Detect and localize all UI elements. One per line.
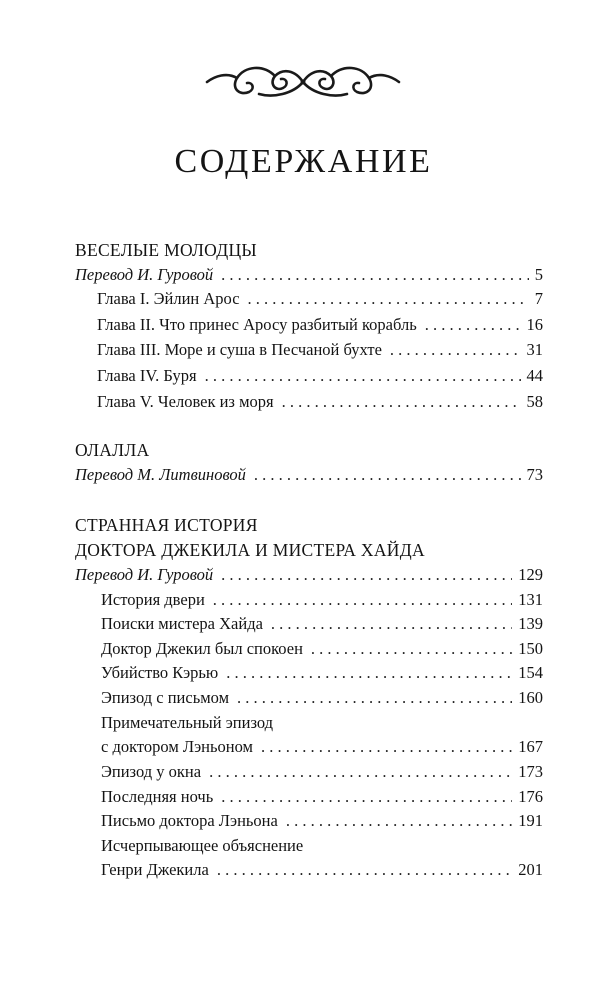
- toc-entry[interactable]: [101, 760, 543, 784]
- entry-label: Генри Джекила: [101, 860, 209, 879]
- toc-entry[interactable]: [101, 612, 543, 636]
- entry-label: Перевод И. Гуровой: [75, 265, 214, 284]
- dot-leader: [282, 390, 521, 414]
- page-number: 58: [526, 392, 543, 411]
- page-number: 150: [518, 639, 543, 658]
- page-number: 16: [526, 315, 543, 334]
- page-number: 131: [518, 590, 543, 609]
- entry-label: Глава III. Море и суша в Песчаной бухте: [97, 340, 382, 359]
- toc-entry[interactable]: [97, 364, 543, 388]
- toc-entry[interactable]: [101, 588, 543, 612]
- toc-entry[interactable]: [101, 809, 543, 833]
- toc-entry-translator[interactable]: [75, 563, 543, 587]
- entry-label: Поиски мистера Хайда: [101, 614, 263, 633]
- page-number: 5: [534, 265, 543, 284]
- entry-label: Последняя ночь: [101, 787, 214, 806]
- page-number: 154: [518, 663, 543, 682]
- toc-entry[interactable]: [97, 390, 543, 414]
- entry-label-line1: Исчерпывающее объяснение: [101, 836, 304, 855]
- page-number: 176: [518, 787, 543, 806]
- dot-leader: [217, 858, 512, 882]
- entry-label: Эпизод у окна: [101, 762, 202, 781]
- entry-label-line1: Примечательный эпизод: [101, 713, 274, 732]
- dot-leader: [248, 287, 529, 311]
- dot-leader: [390, 338, 521, 362]
- dot-leader: [271, 612, 512, 636]
- dot-leader: [286, 809, 512, 833]
- page-number: 31: [526, 340, 543, 359]
- page-number: 173: [518, 762, 543, 781]
- dot-leader: [213, 588, 512, 612]
- entry-label: Глава II. Что принес Аросу разбитый корабль: [97, 315, 417, 334]
- toc-entry[interactable]: [101, 785, 543, 809]
- page-number: 167: [518, 737, 543, 756]
- toc-entry-translator[interactable]: [75, 463, 543, 487]
- toc-entry[interactable]: [97, 287, 543, 311]
- section-heading: ДОКТОРА ДЖЕКИЛА И МИСТЕРА ХАЙДА: [75, 540, 425, 560]
- entry-label: Эпизод с письмом: [101, 688, 230, 707]
- page-number: 201: [518, 860, 543, 879]
- toc-entry[interactable]: [101, 661, 543, 685]
- toc-entry[interactable]: [101, 735, 543, 759]
- entry-label: Доктор Джекил был спокоен: [101, 639, 303, 658]
- toc-entry[interactable]: [101, 637, 543, 661]
- page-number: 129: [518, 565, 543, 584]
- section-heading: СТРАННАЯ ИСТОРИЯ: [75, 515, 258, 535]
- page-number: 139: [518, 614, 543, 633]
- dot-leader: [221, 263, 529, 287]
- toc-entry-translator[interactable]: [75, 263, 543, 287]
- page-number: 44: [526, 366, 543, 385]
- page-title: СОДЕРЖАНИЕ: [174, 143, 433, 180]
- section-heading: ОЛАЛЛА: [75, 440, 150, 460]
- dot-leader: [221, 563, 512, 587]
- dot-leader: [226, 661, 512, 685]
- page-number: 73: [526, 465, 543, 484]
- dot-leader: [237, 686, 512, 710]
- page-number: 160: [518, 688, 543, 707]
- section-heading: ВЕСЕЛЫЕ МОЛОДЦЫ: [75, 240, 257, 260]
- dot-leader: [254, 463, 521, 487]
- toc-entry[interactable]: [97, 338, 543, 362]
- entry-label: Глава I. Эйлин Арос: [97, 289, 240, 308]
- entry-label: Убийство Кэрью: [101, 663, 219, 682]
- toc-entry[interactable]: [101, 858, 543, 882]
- dot-leader: [205, 364, 521, 388]
- entry-label: Письмо доктора Лэньона: [101, 811, 278, 830]
- toc-entry[interactable]: [97, 313, 543, 337]
- entry-label: История двери: [101, 590, 205, 609]
- page-number: 191: [518, 811, 543, 830]
- entry-label: Перевод И. Гуровой: [75, 565, 214, 584]
- entry-label: с доктором Лэньоном: [101, 737, 253, 756]
- entry-label: Глава IV. Буря: [97, 366, 197, 385]
- dot-leader: [311, 637, 512, 661]
- dot-leader: [425, 313, 521, 337]
- entry-label: Глава V. Человек из моря: [97, 392, 274, 411]
- entry-label: Перевод М. Литвиновой: [75, 465, 246, 484]
- dot-leader: [221, 785, 512, 809]
- dot-leader: [209, 760, 512, 784]
- page-number: 7: [534, 289, 543, 308]
- toc-entry[interactable]: [101, 686, 543, 710]
- dot-leader: [261, 735, 512, 759]
